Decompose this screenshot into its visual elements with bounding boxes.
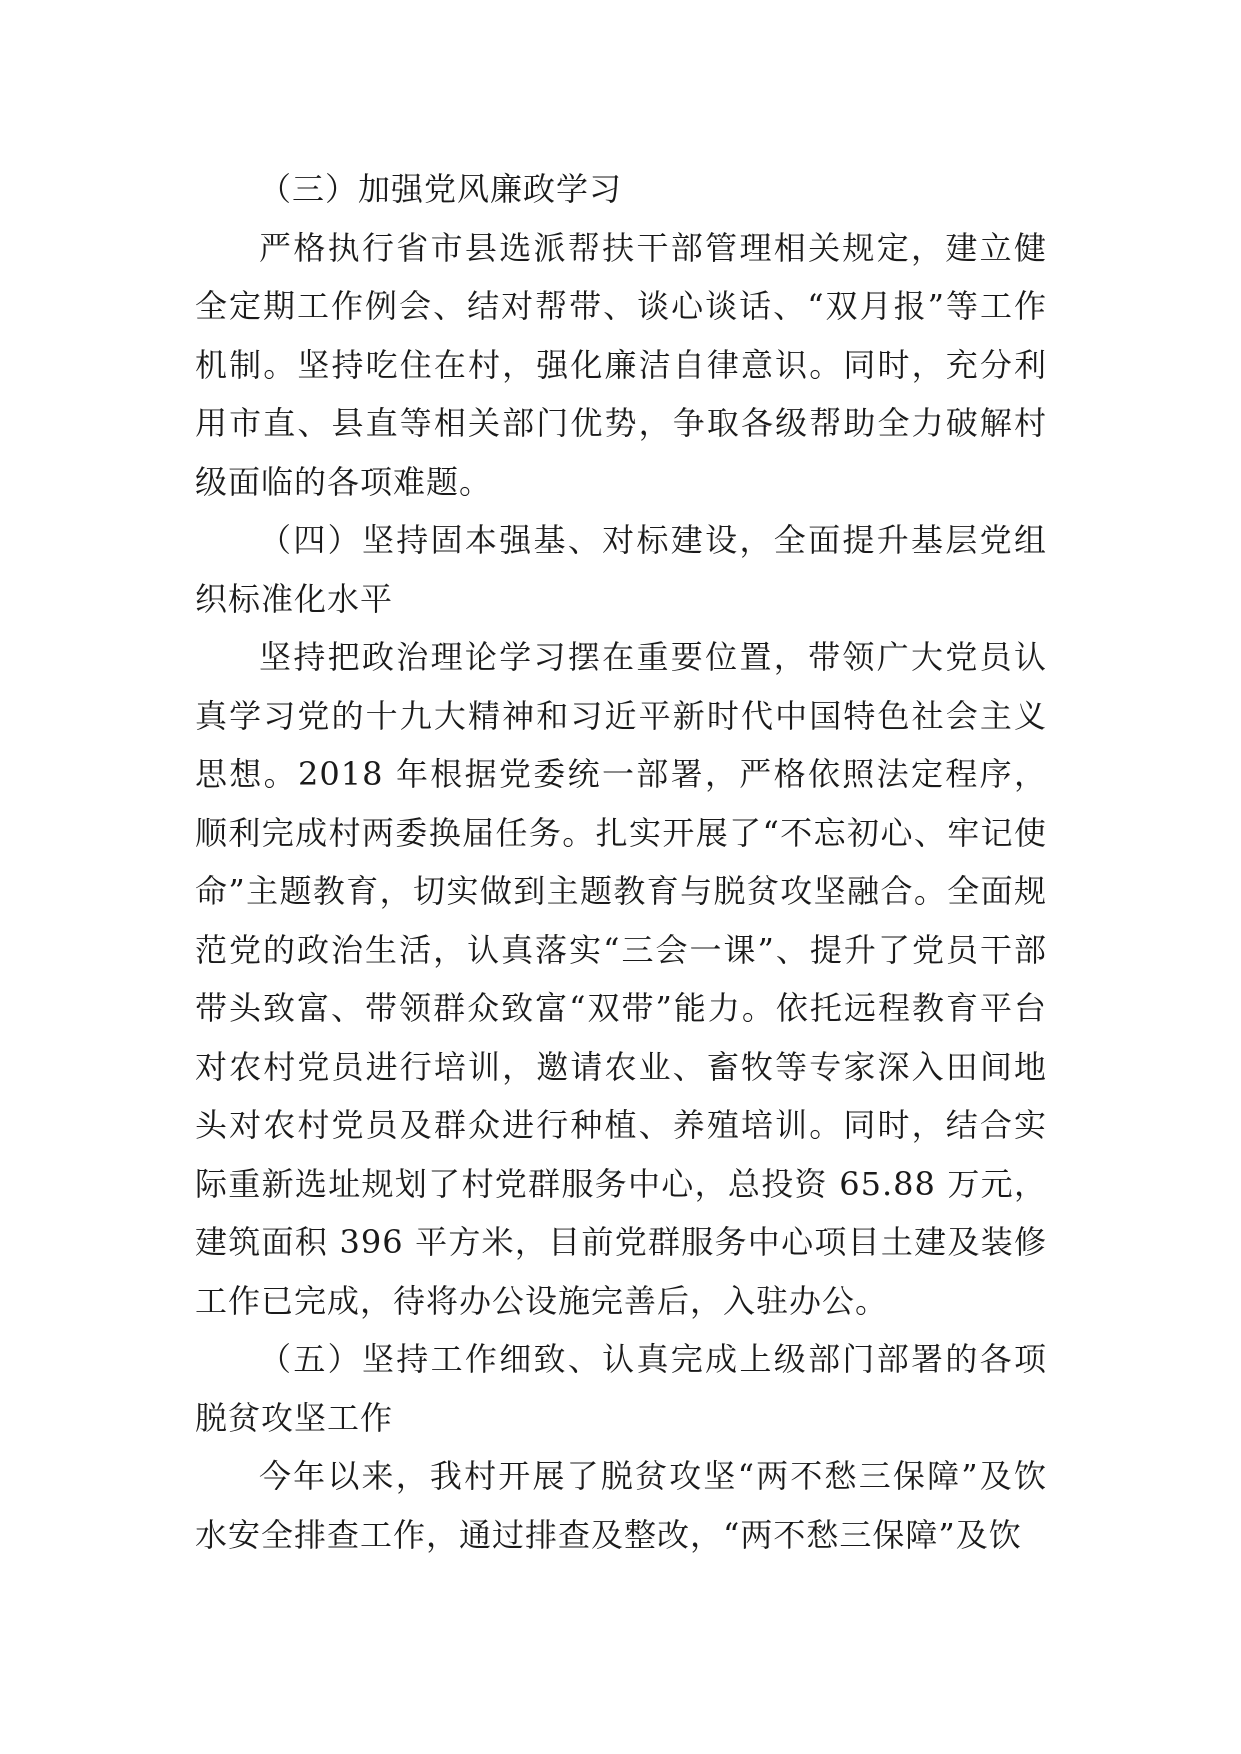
- section-4-heading: （四）坚持固本强基、对标建设，全面提升基层党组织标准化水平: [195, 521, 1047, 618]
- section-3-heading: （三）加强党风廉政学习: [259, 170, 623, 208]
- section-3-paragraph: 严格执行省市县选派帮扶干部管理相关规定，建立健全定期工作例会、结对帮带、谈心谈话、“双月报”等工作机制。坚持吃住在村，强化廉洁自律意识。同时，充分利用市直、县直等相关部门优势，争取各级帮助全力破解村级面临的各项难题。: [195, 228, 1047, 501]
- section-5-heading: （五）坚持工作细致、认真完成上级部门部署的各项脱贫攻坚工作: [195, 1340, 1047, 1437]
- section-5-paragraph: 今年以来，我村开展了脱贫攻坚“两不愁三保障”及饮水安全排查工作，通过排查及整改，“两不愁三保障”及饮: [195, 1457, 1047, 1554]
- document-body: [195, 160, 1047, 1564]
- section-4-paragraph: 坚持把政治理论学习摆在重要位置，带领广大党员认真学习党的十九大精神和习近平新时代中国特色社会主义思想。2018 年根据党委统一部署，严格依照法定程序，顺利完成村两委换届任务。扎实开展了“不忘初心、牢记使命”主题教育，切实做到主题教育与脱贫攻坚融合。全面规范党的政治生活，认真落实“三会一课”、提升了党员干部带头致富、带领群众致富“双带”能力。依托远程教育平台对农村党员进行培训，邀请农业、畜牧等专家深入田间地头对农村党员及群众进行种植、养殖培训。同时，结合实际重新选址规划了村党群服务中心，总投资 65.88 万元，建筑面积 396 平方米，目前党群服务中心项目土建及装修工作已完成，待将办公设施完善后，入驻办公。: [195, 638, 1047, 1320]
